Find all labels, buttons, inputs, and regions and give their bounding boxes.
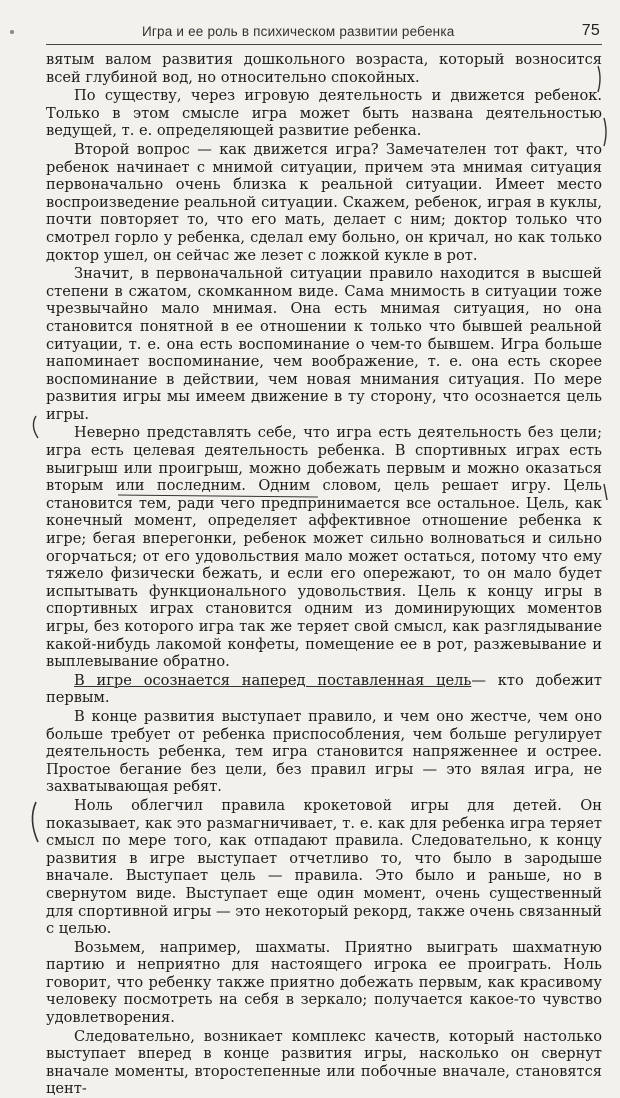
paragraph-4: Значит, в первоначальной ситуации правило находится в высшей степени в сжатом, скомканном виде. Сама мнимость в ситуации тоже чрезвычайно мало мнимая. Она есть мнимая ситуация, но она становится понятной в ее отношении к только что бывшей реальной ситуации, т. е. она есть воспоминание о чем-то бывшем. Игра больше напоминает воспоминание, чем воображение, т. е. она есть скорее воспоминание в действии, чем новая мнимания ситуация. По мере развития игры мы имеем движение в ту сторону, что осознается цель игры. [46, 265, 602, 423]
paragraph-6: В игре осознается наперед поставленная цель— кто добежит первым. [46, 671, 602, 707]
paragraph-3: Второй вопрос — как движется игра? Замечателен тот факт, что ребенок начинает с мнимой ситуации, причем эта мнимая ситуация первоначально очень близка к реальной ситуации. Имеет место воспроизведение реальной ситуации. Скажем, ребенок, играя в куклы, почти повторяет то, что его мать, делает с ним; доктор только что смотрел горло у ребенка, сделал ему больно, он кричал, но как только доктор ушел, он сейчас же лезет с ложкой кукле в рот. [46, 140, 602, 264]
paragraph-2: По существу, через игровую деятельность и движется ребенок. Только в этом смысле игра может быть названа деятельностью ведущей, т. е. определяющей развитие ребенка. [46, 87, 602, 140]
body-text [46, 51, 602, 1098]
running-title: Игра и ее роль в психическом развитии ребенка [142, 24, 455, 39]
paragraph-5: Неверно представлять себе, что игра есть деятельность без цели; игра есть целевая деятельность ребенка. В спортивных играх есть выигрыш или проигрыш, можно добежать первым и можно оказаться вторым или последним. Одним словом, цель решает игру. Цель становится тем, ради чего предпринимается все остальное. Цель, как конечный момент, определяет аффективное отношение ребенка к игре; бегая вперегонки, ребенок может сильно волноваться и сильно огорчаться; от его удовольствия мало может остаться, потому что ему тяжело физически бежать, и если его опережают, то он мало будет испытывать функционального удовольствия. Цель к концу игры в спортивных играх становится одним из доминирующих моментов игры, без которого игра так же теряет свой смысл, как разглядывание какой-нибудь лакомой конфеты, помещение ее в рот, разжевывание и выплевывание обратно. [46, 424, 602, 671]
paragraph-7: В конце развития выступает правило, и чем оно жестче, чем оно больше требует от ребенка приспособления, чем больше регулирует деятельность ребенка, тем игра становится напряженнее и острее. Простое бегание без цели, без правил игры — это вялая игра, не захватывающая ребят. [46, 707, 602, 796]
page-number: 75 [581, 22, 600, 39]
paper-fleck [10, 30, 14, 34]
paragraph-10: Следовательно, возникает комплекс качеств, который настолько выступает вперед в конце развития игры, насколько он свернут вначале моменты, второстепенные или побочные вначале, становятся цент- [46, 1027, 602, 1098]
paragraph-8: Ноль облегчил правила крокетовой игры для детей. Он показывает, как это размагничивает, т. е. как для ребенка игра теряет смысл по мере того, как отпадают правила. Следовательно, к концу развития в игре выступает отчетливо то, что было в зародыше вначале. Выступает цель — правила. Это было и раньше, но в свернутом виде. Выступает еще один момент, очень существенный для спортивной игры — это некоторый рекорд, также очень связанный с целью. [46, 796, 602, 938]
paragraph-9: Возьмем, например, шахматы. Приятно выиграть шахматную партию и неприятно для настоящего игрока ее проиграть. Ноль говорит, что ребенку также приятно добежать первым, как красивому человеку посмотреть на себя в зеркало; получается какое-то чувство удовлетворения. [46, 938, 602, 1027]
page-header [46, 22, 602, 45]
paragraph-1: вятым валом развития дошкольного возраста, который возносится всей глубиной вод, но относительно спокойных. [46, 51, 602, 86]
underlined-phrase: В игре осознается наперед поставленная цель [74, 671, 472, 689]
